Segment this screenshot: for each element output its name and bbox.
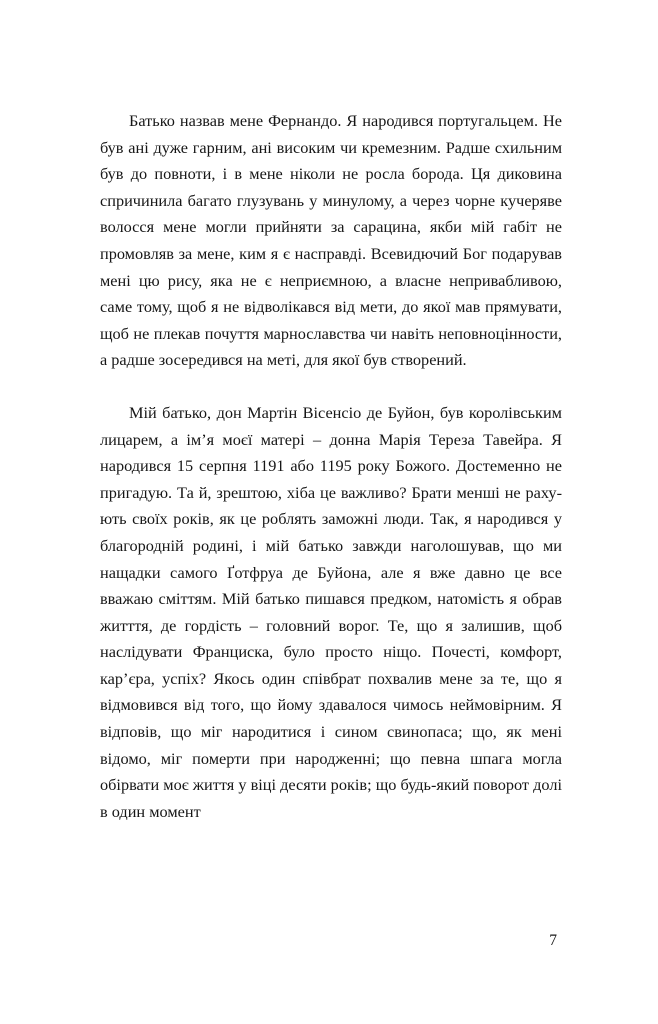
paragraph-1: Батько назвав мене Фернандо. Я народився португальцем. Не був ані дуже гарним, ані високим чи кремезним. Радше схильним був до повноти, і в мене ніколи не росла борода. Ця диковина спричинила багато глузувань у минулому, а через чорне кучеряве волосся мене могли прийняти за сарацина, якби мій габіт не промовляв за мене, ким я є насправді. Всевидючий Бог подарував мені цю рису, яка не є неприємною, а власне непривабливою, саме тому, щоб я не відволікався від мети, до якої мав прямувати, щоб не плекав почуття марнославства чи навіть неповноцінности, а радше зосередився на меті, для якої був створений.: [100, 111, 562, 370]
paragraph-2: Мій батько, дон Мартін Вісенсіо де Буйон, був королівським лицарем, а ім’я моєї матері – донна Марія Тереза Тавейра. Я народився 15 серпня 1191 або 1195 року Божого. Достеменно не пригадую. Та й, зрештою, хіба це важливо? Брати менші не рахують своїх років, як це роблять заможні люди. Так, я народився у благородній родині, і мій батько завжди наголошував, що ми нащадки самого Ґотфруа де Буйона, але я вже давно це все вважаю сміттям. Мій батько пишався предком, натомість я обрав житття, де гордість – головний ворог. Те, що я залишив, щоб наслідувати Франциска, було просто ніщо. Почесті, комфорт, кар’єра, успіх? Якось один співбрат похвалив мене за те, що я відмовився від того, що йому здавалося чимось неймовірним. Я відповів, що міг народитися і сином свинопаса; що, як мені відомо, міг померти при народженні; що певна шпага могла обірвати моє життя у віці десяти років; що будь-який поворот долі в один момент: [100, 402, 562, 821]
page-number: 7: [549, 932, 557, 949]
page-body: [100, 108, 562, 825]
